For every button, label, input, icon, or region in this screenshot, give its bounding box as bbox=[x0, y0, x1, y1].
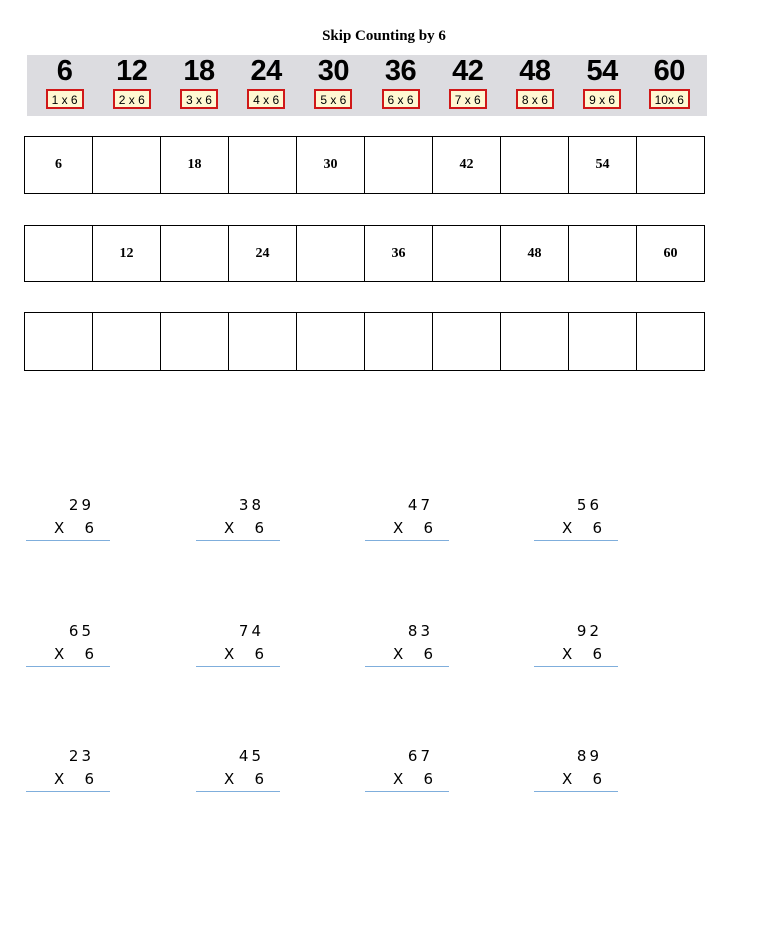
grid-cell[interactable] bbox=[365, 313, 433, 371]
banner-cell bbox=[570, 55, 634, 116]
multiplicand: 56 bbox=[576, 496, 602, 514]
multiplication-problem bbox=[534, 745, 618, 792]
grid-cell[interactable]: 30 bbox=[297, 137, 365, 194]
multiplier: 6 bbox=[592, 645, 602, 663]
grid-cell[interactable] bbox=[229, 137, 297, 194]
multiplier: 6 bbox=[592, 770, 602, 788]
answer-line[interactable] bbox=[196, 540, 280, 541]
multiplier-row bbox=[26, 516, 110, 540]
banner-label: 1 x 6 bbox=[46, 89, 84, 109]
multiplication-problem bbox=[196, 745, 280, 792]
answer-line[interactable] bbox=[365, 791, 449, 792]
multiplier-row bbox=[534, 516, 618, 540]
grid-cell[interactable]: 12 bbox=[93, 226, 161, 282]
multiplicand: 38 bbox=[238, 496, 264, 514]
banner-label: 7 x 6 bbox=[449, 89, 487, 109]
answer-line[interactable] bbox=[26, 666, 110, 667]
grid-cell[interactable] bbox=[161, 226, 229, 282]
grid-cell[interactable] bbox=[93, 313, 161, 371]
multiplier: 6 bbox=[254, 519, 264, 537]
times-sign: X bbox=[393, 519, 404, 537]
times-sign: X bbox=[562, 770, 573, 788]
answer-line[interactable] bbox=[26, 540, 110, 541]
grid-cell[interactable] bbox=[433, 313, 501, 371]
multiplication-problem bbox=[26, 745, 110, 792]
multiplier: 6 bbox=[254, 770, 264, 788]
grid-cell[interactable]: 24 bbox=[229, 226, 297, 282]
multiplicand: 45 bbox=[238, 747, 264, 765]
times-sign: X bbox=[393, 770, 404, 788]
multiplier-row bbox=[196, 516, 280, 540]
answer-line[interactable] bbox=[26, 791, 110, 792]
multiplier: 6 bbox=[84, 519, 94, 537]
multiplication-problem bbox=[196, 620, 280, 667]
multiplicand: 74 bbox=[238, 622, 264, 640]
times-sign: X bbox=[224, 770, 235, 788]
multiplier-row bbox=[196, 642, 280, 666]
banner-label: 9 x 6 bbox=[583, 89, 621, 109]
banner-number: 12 bbox=[116, 55, 148, 87]
multiplicand: 47 bbox=[407, 496, 433, 514]
skip-count-grid-2 bbox=[24, 225, 705, 282]
multiplier-row bbox=[196, 767, 280, 791]
multiplicand: 65 bbox=[68, 622, 94, 640]
multiplication-problem bbox=[26, 620, 110, 667]
answer-line[interactable] bbox=[196, 666, 280, 667]
multiplier-row bbox=[26, 642, 110, 666]
multiplicand: 23 bbox=[68, 747, 94, 765]
banner-number: 30 bbox=[317, 55, 349, 87]
multiplier-row bbox=[365, 642, 449, 666]
multiplicand: 67 bbox=[407, 747, 433, 765]
banner-cell bbox=[436, 55, 500, 116]
answer-line[interactable] bbox=[365, 540, 449, 541]
multiplier-row bbox=[534, 767, 618, 791]
grid-cell[interactable] bbox=[637, 137, 705, 194]
multiplication-problem bbox=[365, 745, 449, 792]
times-sign: X bbox=[54, 645, 65, 663]
times-sign: X bbox=[224, 645, 235, 663]
multiplication-problem bbox=[534, 494, 618, 541]
times-sign: X bbox=[54, 519, 65, 537]
banner-number: 18 bbox=[183, 55, 215, 87]
grid-cell[interactable] bbox=[501, 313, 569, 371]
banner-label: 4 x 6 bbox=[247, 89, 285, 109]
grid-cell[interactable]: 60 bbox=[637, 226, 705, 282]
answer-line[interactable] bbox=[196, 791, 280, 792]
multiplier: 6 bbox=[592, 519, 602, 537]
banner-cell bbox=[167, 55, 231, 116]
multiplier-row bbox=[534, 642, 618, 666]
banner-label: 8 x 6 bbox=[516, 89, 554, 109]
banner-number: 36 bbox=[384, 55, 417, 87]
times-sign: X bbox=[54, 770, 65, 788]
grid-cell[interactable] bbox=[501, 137, 569, 194]
grid-cell[interactable]: 36 bbox=[365, 226, 433, 282]
multiplier: 6 bbox=[423, 770, 433, 788]
multiplier-row bbox=[365, 767, 449, 791]
banner-number: 60 bbox=[653, 55, 685, 87]
banner-cell bbox=[301, 55, 365, 116]
multiplication-problem bbox=[365, 620, 449, 667]
grid-cell[interactable]: 6 bbox=[25, 137, 93, 194]
grid-cell[interactable] bbox=[433, 226, 501, 282]
answer-line[interactable] bbox=[534, 666, 618, 667]
banner-label: 10x 6 bbox=[649, 89, 690, 109]
grid-cell[interactable] bbox=[569, 226, 637, 282]
banner-cell bbox=[369, 55, 433, 116]
grid-cell[interactable]: 42 bbox=[433, 137, 501, 194]
banner-label: 3 x 6 bbox=[180, 89, 218, 109]
grid-cell[interactable] bbox=[365, 137, 433, 194]
multiplier-row bbox=[365, 516, 449, 540]
banner-cell bbox=[503, 55, 567, 116]
multiplicand: 89 bbox=[576, 747, 602, 765]
grid-cell[interactable] bbox=[25, 226, 93, 282]
banner-number: 6 bbox=[56, 55, 73, 87]
grid-cell[interactable] bbox=[297, 313, 365, 371]
multiplicand: 92 bbox=[576, 622, 602, 640]
banner-label: 5 x 6 bbox=[314, 89, 352, 109]
banner-number: 54 bbox=[586, 55, 618, 87]
multiples-banner bbox=[27, 55, 707, 116]
times-sign: X bbox=[562, 519, 573, 537]
banner-cell bbox=[234, 55, 298, 116]
banner-label: 2 x 6 bbox=[113, 89, 151, 109]
skip-count-grid-3 bbox=[24, 312, 705, 371]
multiplication-problem bbox=[26, 494, 110, 541]
multiplicand: 83 bbox=[407, 622, 433, 640]
grid-cell[interactable] bbox=[569, 313, 637, 371]
banner-cell bbox=[33, 55, 97, 116]
worksheet-title: Skip Counting by 6 bbox=[322, 28, 446, 44]
banner-number: 42 bbox=[452, 55, 484, 87]
grid-cell[interactable] bbox=[229, 313, 297, 371]
skip-count-grid-1 bbox=[24, 136, 705, 194]
banner-label: 6 x 6 bbox=[382, 89, 420, 109]
multiplier-row bbox=[26, 767, 110, 791]
multiplier: 6 bbox=[423, 645, 433, 663]
banner-number: 48 bbox=[519, 55, 551, 87]
answer-line[interactable] bbox=[534, 791, 618, 792]
answer-line[interactable] bbox=[365, 666, 449, 667]
multiplication-problem bbox=[534, 620, 618, 667]
times-sign: X bbox=[562, 645, 573, 663]
answer-line[interactable] bbox=[534, 540, 618, 541]
banner-cell bbox=[637, 55, 701, 116]
multiplier: 6 bbox=[254, 645, 264, 663]
grid-cell[interactable] bbox=[25, 313, 93, 371]
multiplier: 6 bbox=[84, 770, 94, 788]
multiplier: 6 bbox=[84, 645, 94, 663]
banner-number: 24 bbox=[250, 55, 282, 87]
times-sign: X bbox=[224, 519, 235, 537]
grid-cell[interactable]: 54 bbox=[569, 137, 637, 194]
banner-cell bbox=[100, 55, 164, 116]
multiplication-problem bbox=[196, 494, 280, 541]
grid-cell[interactable]: 18 bbox=[161, 137, 229, 194]
grid-cell[interactable] bbox=[297, 226, 365, 282]
times-sign: X bbox=[393, 645, 404, 663]
multiplicand: 29 bbox=[68, 496, 94, 514]
multiplier: 6 bbox=[423, 519, 433, 537]
grid-cell[interactable] bbox=[161, 313, 229, 371]
grid-cell[interactable]: 48 bbox=[501, 226, 569, 282]
multiplication-problem bbox=[365, 494, 449, 541]
grid-cell[interactable] bbox=[93, 137, 161, 194]
grid-cell[interactable] bbox=[637, 313, 705, 371]
